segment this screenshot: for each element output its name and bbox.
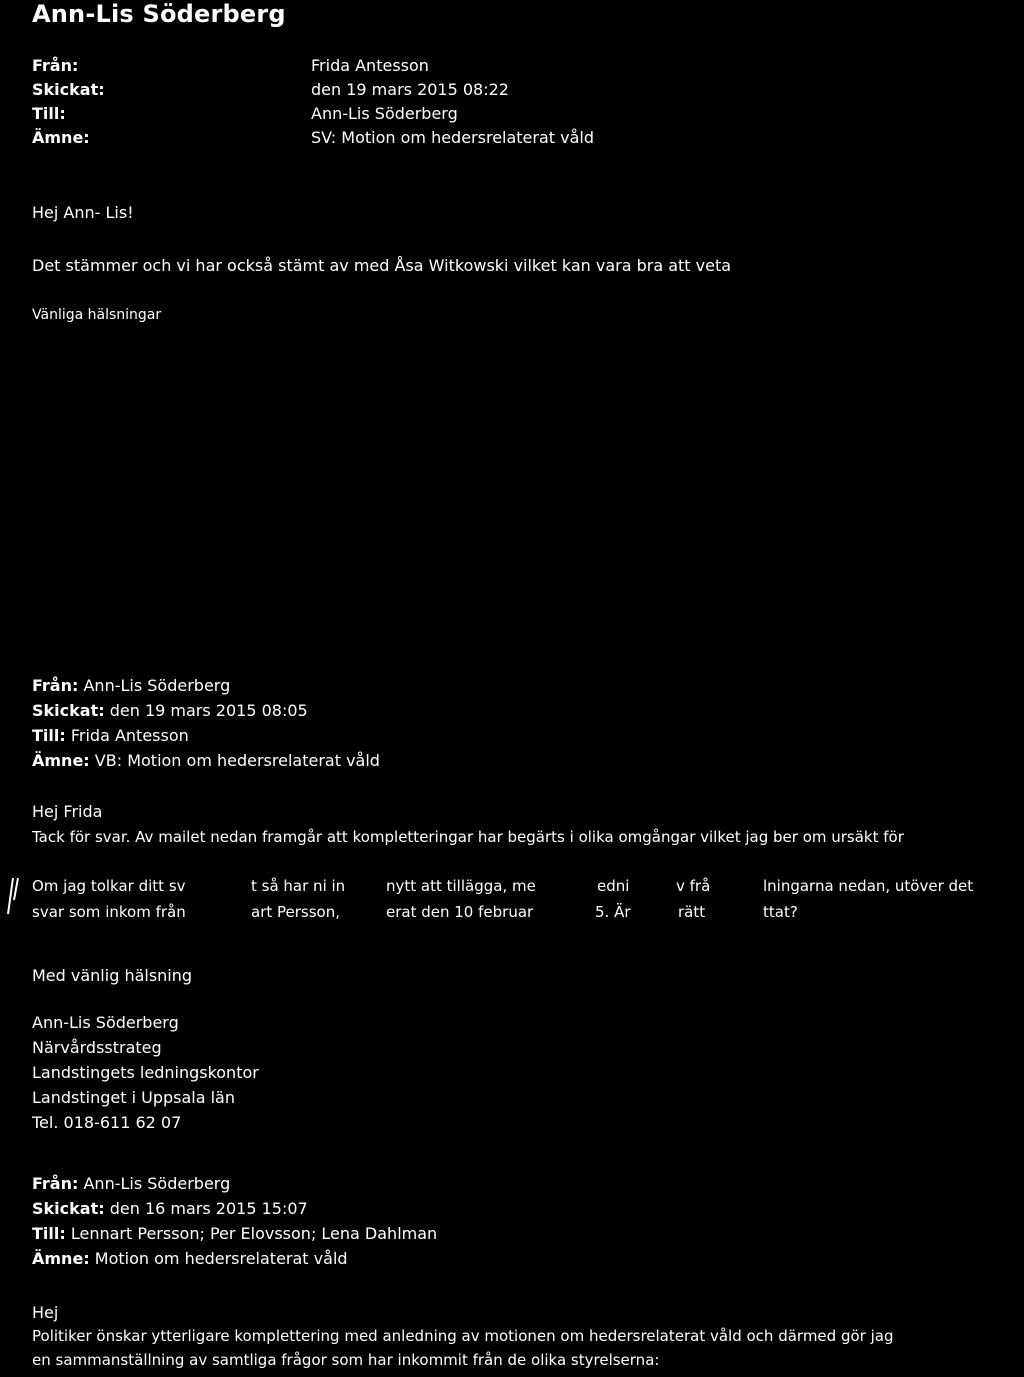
original-greeting: Hej [32,1303,59,1322]
fragment-r1-2: t så har ni in [251,877,346,895]
sent-value: den 19 mars 2015 08:22 [311,80,509,99]
fragment-r2-3: erat den 10 februar [386,903,534,921]
reply-greeting: Hej Ann- Lis! [32,203,134,222]
subject-label: Ämne: [32,128,90,147]
sent-label: Skickat: [32,80,105,99]
forward-to-value: Frida Antesson [70,726,189,745]
fragment-r2-4: 5. Är [595,903,631,921]
forward-subject-value: VB: Motion om hedersrelaterat våld [94,751,380,770]
subject-value: SV: Motion om hedersrelaterat våld [311,128,595,147]
original-to-line [32,1224,437,1243]
original-sent-line [32,1199,308,1218]
forward-to-label: Till: [32,726,66,745]
original-subject-label: Ämne: [32,1249,90,1268]
fragment-r2-1: svar som inkom från [32,903,186,921]
document-title: Ann-Lis Söderberg [32,0,286,28]
original-to-value: Lennart Persson; Per Elovsson; Lena Dahlman [70,1224,438,1243]
signature-role: Närvårdsstrateg [32,1038,162,1057]
original-from-value: Ann-Lis Söderberg [83,1174,231,1193]
forward-from-line [32,676,230,695]
forward-to-line [32,726,189,745]
original-from-line [32,1174,230,1193]
fragment-r2-2: art Persson, [251,903,340,921]
forward-subject-line [32,751,380,770]
from-value: Frida Antesson [311,56,429,75]
signature-organization: Landstinget i Uppsala län [32,1088,235,1107]
original-sent-label: Skickat: [32,1199,105,1218]
forward-sent-label: Skickat: [32,701,105,720]
reply-closing: Vänliga hälsningar [32,307,162,323]
forward-from-label: Från: [32,676,79,695]
original-subject-line [32,1249,348,1268]
forward-from-value: Ann-Lis Söderberg [83,676,231,695]
original-to-label: Till: [32,1224,66,1243]
signature-phone: Tel. 018-611 62 07 [32,1113,182,1132]
forward-closing: Med vänlig hälsning [32,966,193,985]
to-label: Till: [32,104,66,123]
forward-sent-line [32,701,308,720]
signature-name: Ann-Lis Söderberg [32,1013,179,1032]
from-label: Från: [32,56,79,75]
fragment-r2-6: ttat? [763,903,798,921]
forward-greeting: Hej Frida [32,802,103,821]
original-from-label: Från: [32,1174,79,1193]
fragment-r1-4: edni [597,877,630,895]
forward-subject-label: Ämne: [32,751,90,770]
fragment-r2-5: rätt [678,903,706,921]
original-subject-value: Motion om hedersrelaterat våld [94,1249,348,1268]
original-sent-value: den 16 mars 2015 15:07 [109,1199,308,1218]
fragment-r1-6: lningarna nedan, utöver det [763,877,974,895]
margin-mark-icon [4,876,20,916]
reply-body: Det stämmer och vi har också stämt av med Åsa Witkowski vilket kan vara bra att veta [32,256,732,275]
to-value: Ann-Lis Söderberg [311,104,458,123]
forward-sent-value: den 19 mars 2015 08:05 [109,701,308,720]
forward-line1: Tack för svar. Av mailet nedan framgår att kompletteringar har begärts i olika omgångar vilket jag ber om ursäkt för [32,828,904,846]
fragment-r1-5: v frå [676,877,711,895]
signature-office: Landstingets ledningskontor [32,1063,259,1082]
fragment-r1-3: nytt att tillägga, me [386,877,536,895]
fragment-r1-1: Om jag tolkar ditt sv [32,877,186,895]
original-line1: Politiker önskar ytterligare komplettering med anledning av motionen om hedersrelaterat våld och därmed gör jag [32,1327,894,1345]
original-line2: en sammanställning av samtliga frågor som har inkommit från de olika styrelserna: [32,1351,660,1369]
